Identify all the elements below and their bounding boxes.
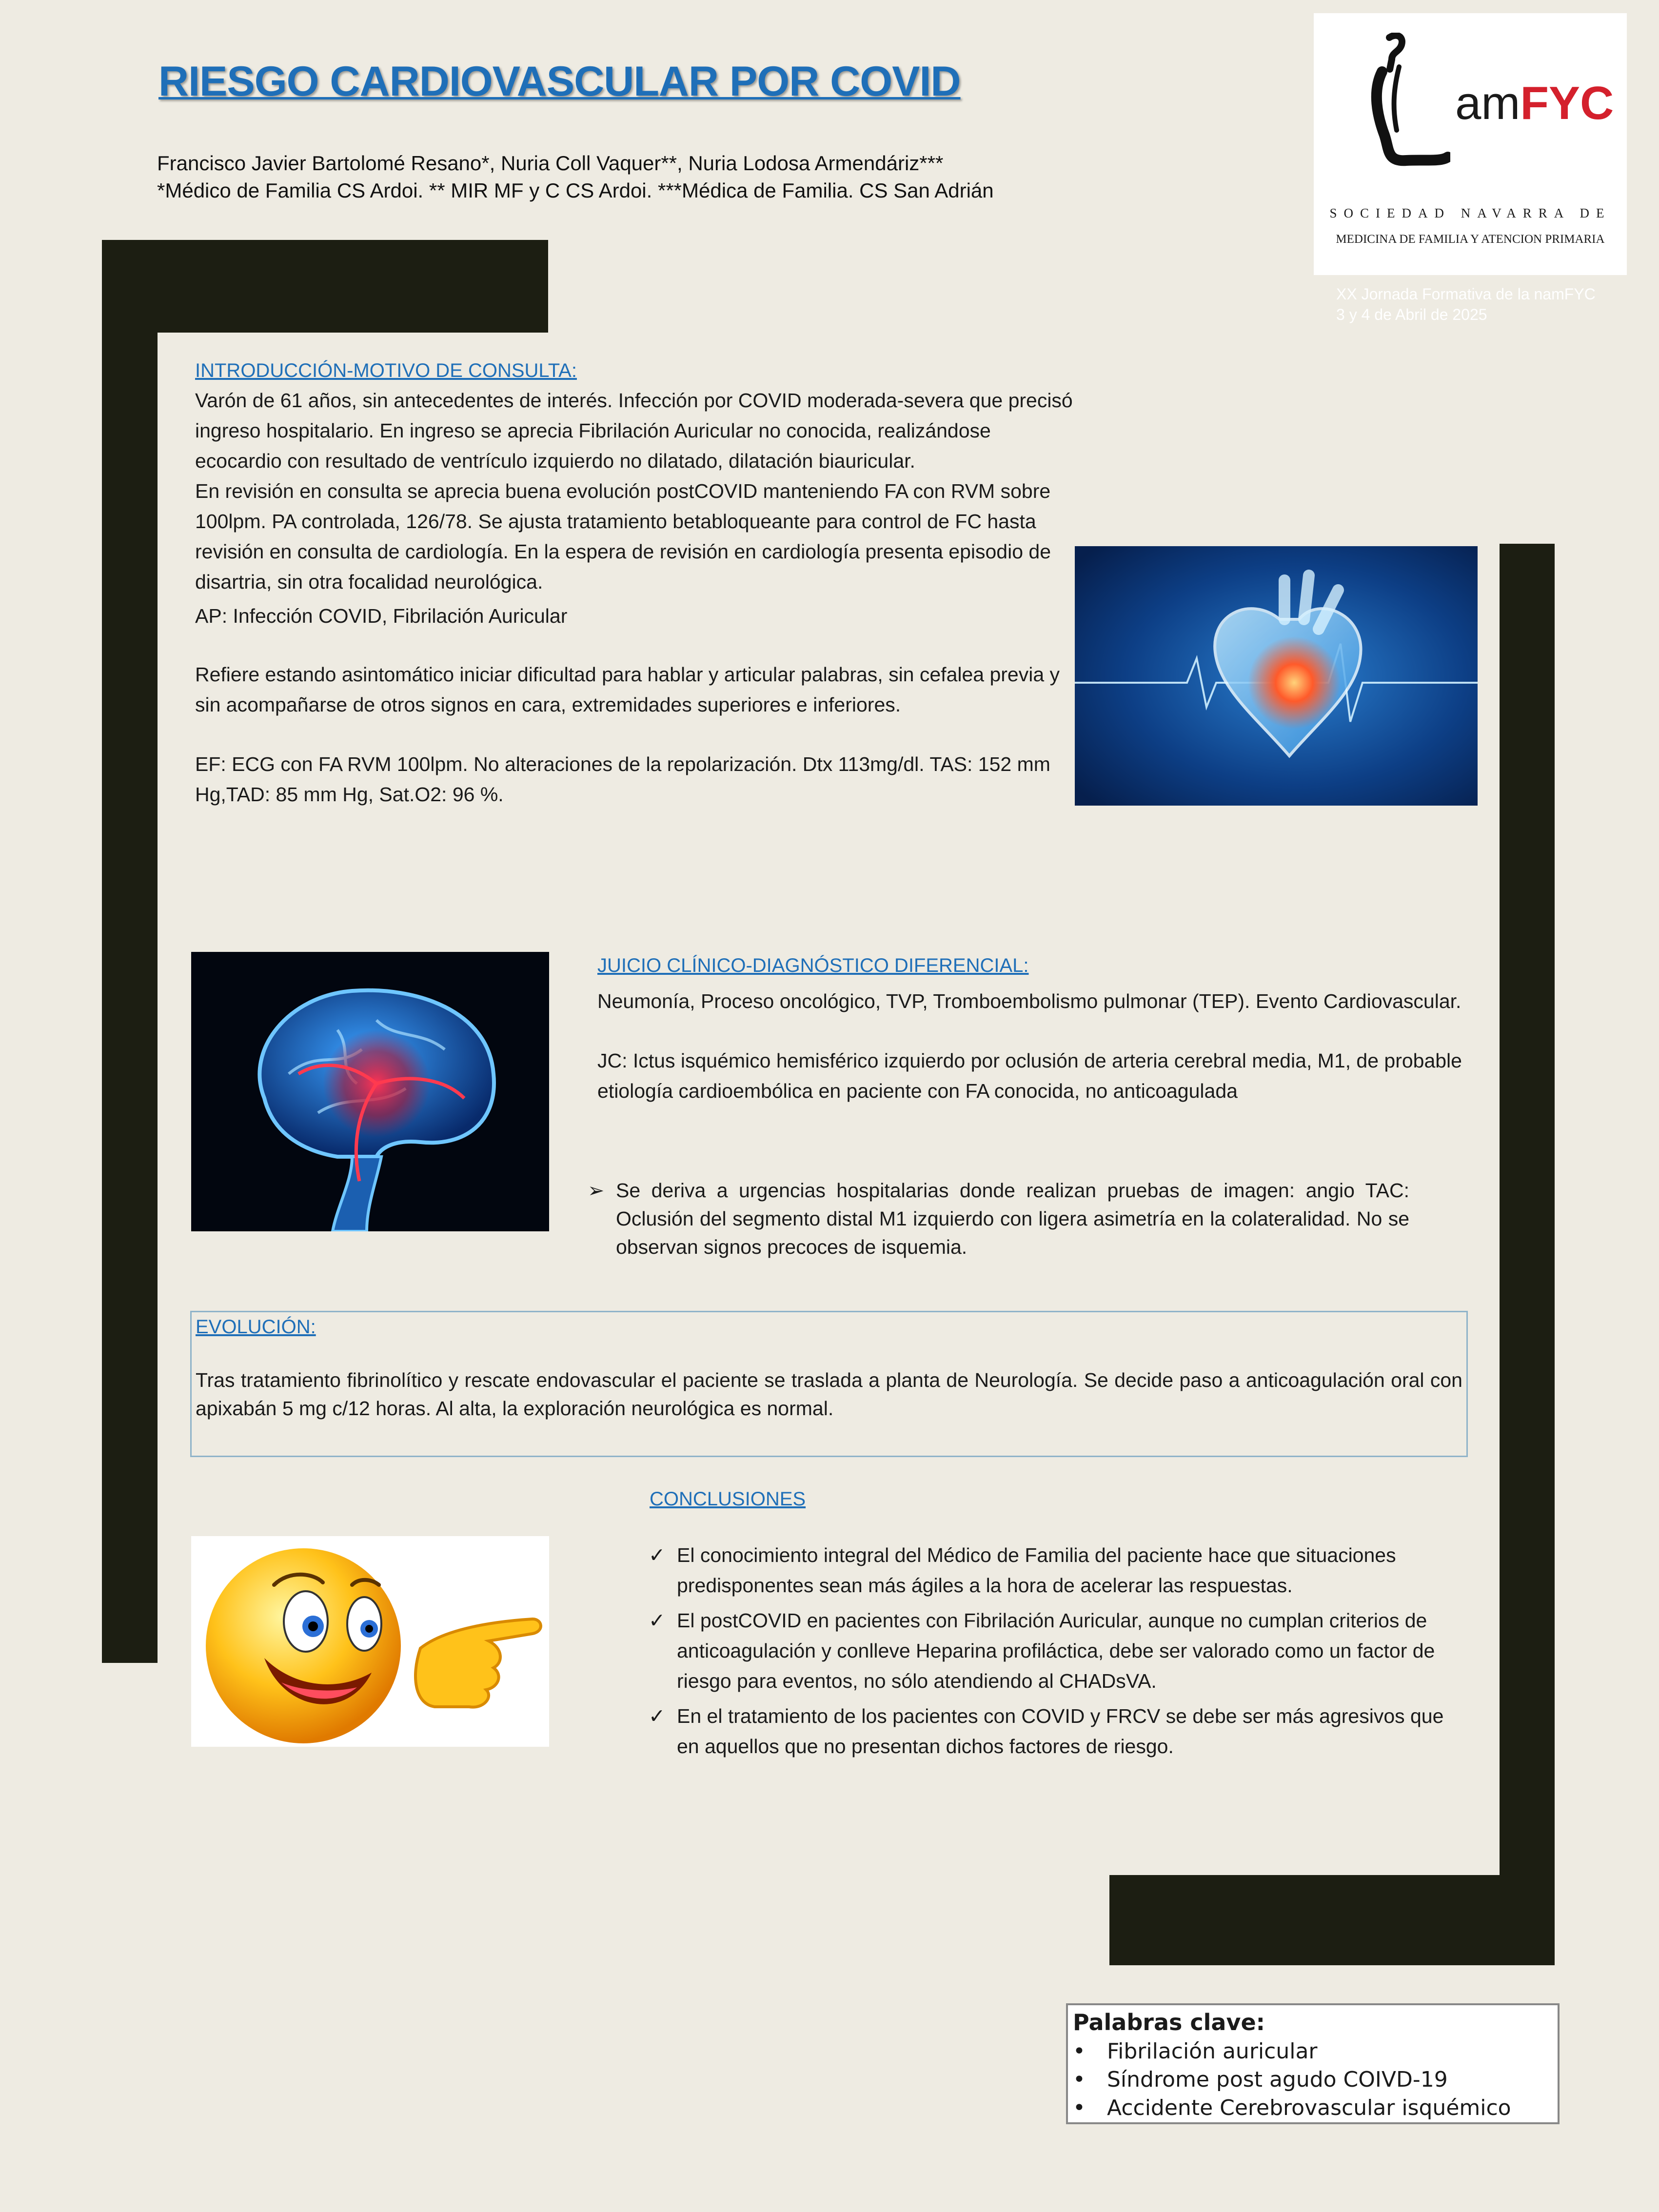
conclusion-text: El postCOVID en pacientes con Fibrilación Auricular, aunque no cumplan criterios de anticoagulación y conlleve Heparina profiláctica, debe ser valorado como un factor de riesgo para eventos, no sólo atendiendo al CHADsVA.: [677, 1609, 1435, 1692]
intro-section: [195, 385, 1073, 810]
conclusion-item: [649, 1540, 1468, 1600]
checkmark-icon: ✓: [649, 1609, 666, 1632]
jornada-line1: XX Jornada Formativa de la namFYC: [1336, 285, 1596, 303]
heart-image: [1075, 546, 1478, 806]
conclusiones-list: [649, 1540, 1468, 1761]
namfyc-logo: [1314, 13, 1627, 275]
jornada-line2: 3 y 4 de Abril de 2025: [1336, 306, 1487, 323]
conclusion-item: [649, 1701, 1468, 1761]
logo-figure-icon: [1343, 33, 1450, 179]
conclusion-item: [649, 1605, 1468, 1696]
keyword-item: [1073, 2094, 1553, 2122]
juicio-bullet: [588, 1176, 1409, 1261]
smiley-pointing-image: [191, 1536, 549, 1747]
keywords-title: Palabras clave:: [1073, 2009, 1265, 2035]
checkmark-icon: ✓: [649, 1705, 666, 1727]
conclusion-text: En el tratamiento de los pacientes con COVID y FRCV se debe ser más agresivos que en aquellos que no presentan dichos factores de riesgo.: [677, 1705, 1444, 1758]
conclusion-text: El conocimiento integral del Médico de Familia del paciente hace que situaciones predisponentes sean más ágiles a la hora de acelerar las respuestas.: [677, 1544, 1396, 1597]
authors-names: Francisco Javier Bartolomé Resano*, Nuria Coll Vaquer**, Nuria Lodosa Armendáriz***: [157, 152, 944, 175]
authors-affiliations: *Médico de Familia CS Ardoi. ** MIR MF y C CS Ardoi. ***Médica de Familia. CS San Adrián: [157, 179, 994, 202]
brain-image: [191, 952, 549, 1231]
intro-ap: AP: Infección COVID, Fibrilación Auricular: [195, 605, 568, 627]
frame-right-bar: [1500, 544, 1555, 1965]
intro-paragraph-3: Refiere estando asintomático iniciar dificultad para hablar y articular palabras, sin cefalea previa y sin acompañarse de otros signos en cara, extremidades superiores e inferiores.: [195, 663, 1060, 716]
evolucion-text: Tras tratamiento fibrinolítico y rescate endovascular el paciente se traslada a planta de Neurología. Se decide paso a anticoagulación oral con apixabán 5 mg c/12 horas. Al alta, la exploración neurológica es normal.: [196, 1369, 1462, 1420]
intro-exploracion: EF: ECG con FA RVM 100lpm. No alteraciones de la repolarización. Dtx 113mg/dl. TAS: 152 mm Hg,TAD: 85 mm Hg, Sat.O2: 96 %.: [195, 753, 1050, 806]
juicio-bullet-text: Se deriva a urgencias hospitalarias donde realizan pruebas de imagen: angio TAC: Oclusión del segmento distal M1 izquierdo con ligera asimetría en la colateralidad. No se observan signos precoces de isquemia.: [616, 1179, 1409, 1258]
keyword-text: Fibrilación auricular: [1107, 2039, 1318, 2064]
keyword-item: [1073, 2066, 1553, 2094]
logo-society-line1: SOCIEDAD NAVARRA DE: [1329, 206, 1611, 220]
juicio-heading: JUICIO CLÍNICO-DIAGNÓSTICO DIFERENCIAL:: [597, 955, 1029, 976]
frame-top-bar: [102, 240, 548, 333]
keyword-text: Accidente Cerebrovascular isquémico: [1107, 2095, 1511, 2120]
arrow-bullet-icon: ➢: [588, 1179, 605, 1202]
intro-paragraph-1: Varón de 61 años, sin antecedentes de interés. Infección por COVID moderada-severa que precisó ingreso hospitalario. En ingreso se aprecia Fibrilación Auricular no conocida, realizándose ecocardio con resultado de ventrículo izquierdo no dilatado, dilatación biauricular.: [195, 389, 1073, 472]
checkmark-icon: ✓: [649, 1544, 666, 1566]
juicio-section: [597, 986, 1470, 1106]
evolucion-box: [190, 1311, 1468, 1457]
logo-wordmark: amFYC: [1455, 77, 1614, 129]
frame-left-bar: [102, 240, 158, 1663]
logo-society-line2: MEDICINA DE FAMILIA Y ATENCION PRIMARIA: [1336, 233, 1605, 246]
keyword-item: [1073, 2037, 1553, 2066]
intro-paragraph-2: En revisión en consulta se aprecia buena evolución postCOVID manteniendo FA con RVM sobre 100lpm. PA controlada, 126/78. Se ajusta tratamiento betabloqueante para control de FC hasta revisión en consulta de cardiología. En la espera de revisión en cardiología presenta episodio de disartria, sin otra focalidad neurológica.: [195, 480, 1051, 593]
bullet-icon: •: [1073, 2039, 1086, 2064]
frame-bottom-bar: [1109, 1875, 1555, 1965]
bullet-icon: •: [1073, 2067, 1086, 2092]
juicio-paragraph-2: JC: Ictus isquémico hemisférico izquierdo por oclusión de arteria cerebral media, M1, de probable etiología cardioembólica en paciente con FA conocida, no anticoagulada: [597, 1049, 1462, 1102]
keyword-text: Síndrome post agudo COIVD-19: [1107, 2067, 1448, 2092]
keywords-box: [1066, 2003, 1560, 2124]
evolucion-heading: EVOLUCIÓN:: [196, 1316, 316, 1338]
conclusiones-heading: CONCLUSIONES: [650, 1488, 806, 1510]
jornada-caption: [1336, 284, 1596, 325]
intro-heading: INTRODUCCIÓN-MOTIVO DE CONSULTA:: [195, 360, 577, 381]
juicio-bullet-item: [588, 1176, 1409, 1261]
poster-title: RIESGO CARDIOVASCULAR POR COVID: [158, 58, 961, 105]
juicio-paragraph-1: Neumonía, Proceso oncológico, TVP, Tromboembolismo pulmonar (TEP). Evento Cardiovascular.: [597, 990, 1462, 1012]
bullet-icon: •: [1073, 2095, 1086, 2120]
